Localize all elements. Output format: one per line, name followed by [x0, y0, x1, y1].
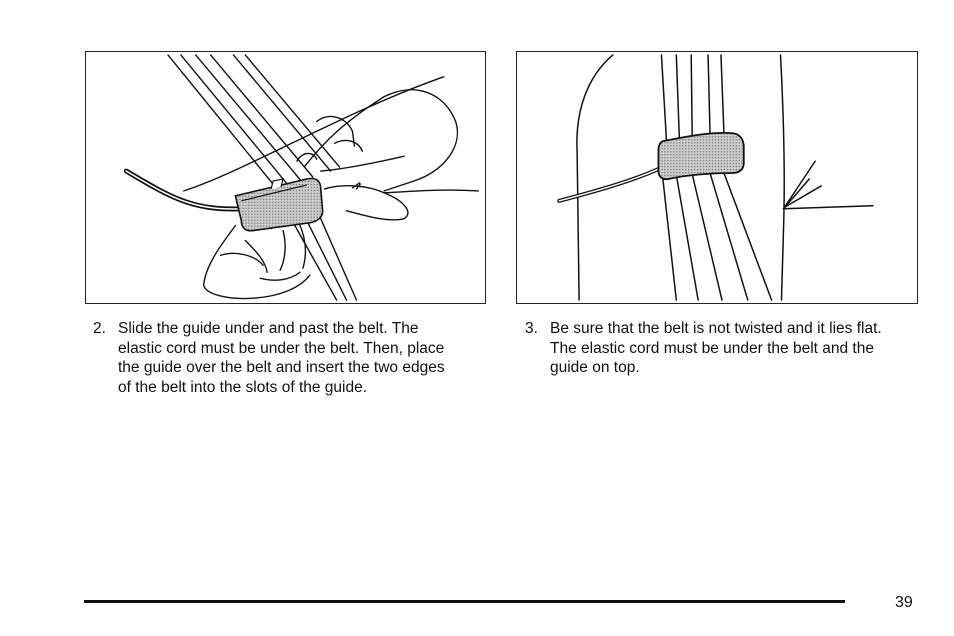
figure-belt-guide-insert	[85, 51, 486, 304]
step-number: 2.	[93, 320, 106, 337]
belt-guide-on-flat-belt-illustration	[517, 52, 917, 303]
step-number: 3.	[525, 320, 538, 337]
step-text: Be sure that the belt is not twisted and it lies flat. The elastic cord must be under the belt and the guide on top.	[550, 320, 882, 376]
hands-installing-belt-guide-illustration	[86, 52, 485, 303]
step-text: Slide the guide under and past the belt. The elastic cord must be under the belt. Then, place the guide over the belt and insert the two edges of the belt into the slots of the guide.	[118, 320, 445, 396]
footer-divider	[84, 600, 845, 603]
step-2	[93, 319, 453, 397]
page-number: 39	[895, 594, 913, 611]
figure-belt-guide-flat	[516, 51, 918, 304]
step-3	[525, 319, 885, 378]
